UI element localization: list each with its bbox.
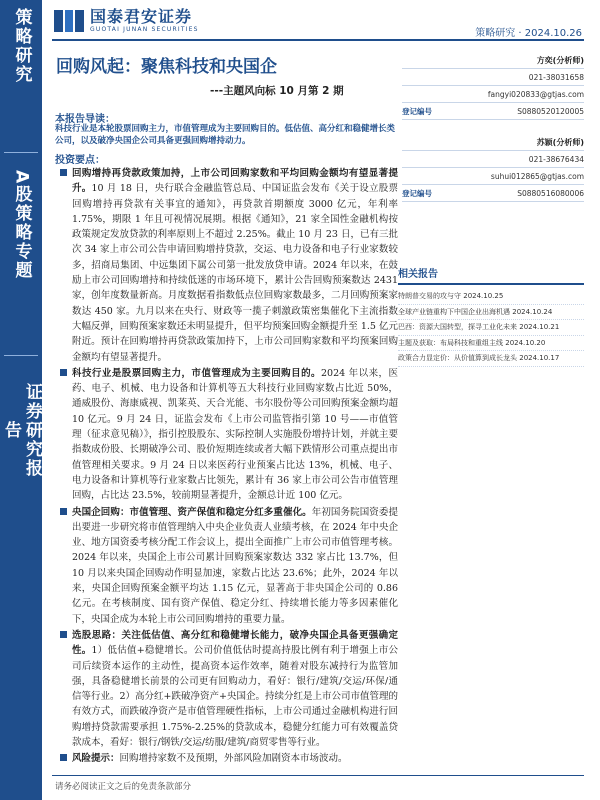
brand-logo <box>54 8 199 33</box>
analyst-card <box>402 52 584 120</box>
bullet-square-icon <box>60 508 67 515</box>
sidebar-label-strategy: 策略研究 <box>11 8 32 84</box>
related-report-title: 主题及获取：布局科技和重组主线 <box>398 338 503 347</box>
registration-number: S0880516080006 <box>517 188 584 198</box>
related-report-date: 2024.10.24 <box>512 307 553 316</box>
risk-paragraph <box>60 751 398 766</box>
logo-icon <box>54 10 84 32</box>
point-text: 1）低估值+稳健增长。公司价值低估时提高持股比例有利于增强上市公司后续资本运作的主动性，提高资本运作效率，随着对股东减持行为监管加强，具备稳健增长前景的公司更有回购动力，看好：银行/建筑/交运/环保/通信等行业。2）高分红+跌破净资产+央国企。持续分红是上市公司市值管理的有效方式，而跌破净资产是市值管理硬性指标，上市公司通过金融机构进行回购增持贷款需要承担 1.75%-2.25%的贷款成本，稳健分红能力可有效覆盖贷款成本，看好：银行/钢铁/交运/纺服/建筑/商贸零售等行业。 <box>72 645 398 748</box>
sidebar-label-topic: A股策略专题 <box>11 169 32 281</box>
analyst-card <box>402 134 584 202</box>
related-report-date: 2024.10.21 <box>519 323 560 331</box>
header-divider <box>52 39 584 41</box>
sidebar <box>0 0 42 800</box>
bullet-square-icon <box>60 754 67 761</box>
point-text: 年初国务院国资委提出要进一步研究将市值管理纳入中央企业负责人业绩考核，在 2024 年中央企业、地方国资委考核分配工作会议上，提出全面推广上市公司市值管理考核。2024 年以来，央国企上市公司累计回购预案家数达 332 家占比 13.7%，但 10 月以来央国企回购动作明显加速，家数占比达 23.6%；此外，2024 年以来，央国企回购预案金额平均达 1.15 亿元，显著高于非央国企公司的 0.86 亿元。在考核制度、国有资产保值、稳定分红、持续增长能力等多因素催化下，央国企成为本轮上市公司回购增持的重要力量。 <box>72 506 398 625</box>
point-kicker: 科技行业是股票回购主力，市值管理成为主要回购目的。 <box>72 367 321 379</box>
page-title: 回购风起：聚焦科技和央国企 <box>56 57 277 77</box>
related-report-title: 特朗普交易的攻与守 <box>398 292 461 300</box>
analyst-email[interactable]: suhui012865@gtjas.com <box>490 171 584 181</box>
disclaimer-note: 请务必阅读正文之后的免责条款部分 <box>55 782 192 792</box>
logo-name-cn: 国泰君安证券 <box>90 7 193 26</box>
analyst-panel <box>402 52 584 216</box>
related-report-item[interactable] <box>398 289 584 305</box>
logo-name-en: GUOTAI JUNAN SECURITIES <box>90 26 199 33</box>
analyst-name: 苏颖(分析师) <box>536 137 584 147</box>
analyst-phone: 021-38676434 <box>528 154 584 164</box>
related-report-item[interactable] <box>398 320 584 336</box>
page-subtitle: ---主题风向标 10 月第 2 期 <box>210 85 344 97</box>
registration-label: 登记编号 <box>402 106 432 116</box>
point-text: 10 月 18 日，央行联合金融监管总局、中国证监会发布《关于设立股票回购增持再贷款有关事宜的通知》，再贷款首期额度 3000 亿元，年利率 1.75%，期限 1 年且可视情况展期。根据《通知》，21 家全国性金融机构按政策规定发放贷款的利率原则上不超过 2.25%。截止 10 月 23 日，已有三批次 34 家上市公司公告申请回购增持贷款，交运、电力设备和电子行业家数较多，招商局集团、中远集团下属公司第一批发放贷申请。2024 年以来，在鼓励上市公司回购增持和持续低迷的市场环境下，累计公告回购预案数达 2431 家，创年度数量新高。月度数据看指数低点位回购家数最多，二月回购预案家数达 450 家。九月以来在央行、财政等一揽子刺激政策密集催化下主流指数大幅反弹，回购预案家数还未明显提升，但平均预案回购金额提升至 1.5 亿元附近。预计在回购增持再贷款政策加持下，上市公司回购家数和平均预案回购金额均有望显著提升。 <box>72 183 398 363</box>
point-kicker: 央国企回购：市值管理、资产保值和稳定分红多重催化。 <box>72 506 312 518</box>
related-report-item[interactable] <box>398 305 584 321</box>
bullet-square-icon <box>60 169 67 176</box>
guide-label: 本报告导读： <box>55 114 115 125</box>
registration-label: 登记编号 <box>402 188 432 198</box>
bullet-square-icon <box>60 369 67 376</box>
guide-text: 科技行业是本轮股票回购主力，市值管理成为主要回购目的。低估值、高分红和稳健增长类公司，以及破净央国企公司具备更强回购增持动力。 <box>55 124 396 146</box>
point-paragraph <box>60 628 398 750</box>
related-report-date: 2024.10.25 <box>463 292 504 300</box>
related-report-item[interactable] <box>398 351 584 367</box>
related-report-title: 巴西：资源大国转型，探寻工业化未来 <box>398 323 517 331</box>
sidebar-divider <box>4 152 38 153</box>
risk-text: 回购增持家数不及预期，外部风险加剧资本市场波动。 <box>119 753 348 765</box>
footer-divider <box>52 775 584 776</box>
report-category-date: 策略研究 · 2024.10.26 <box>475 28 582 39</box>
risk-kicker: 风险提示： <box>72 753 120 765</box>
point-kicker: 选股思路：关注低估值、高分红和稳健增长能力，破净央国企具备更强确定性。 <box>72 629 398 657</box>
related-report-title: 政策合力显定价：从价值算到成长龙头 <box>398 354 517 362</box>
investment-points <box>60 166 398 768</box>
bullet-square-icon <box>60 631 67 638</box>
point-paragraph <box>60 505 398 627</box>
related-report-item[interactable] <box>398 336 584 352</box>
related-report-date: 2024.10.17 <box>519 354 560 362</box>
point-paragraph <box>60 366 398 504</box>
registration-number: S0880520120005 <box>517 106 584 116</box>
analyst-name: 方奕(分析师) <box>536 55 584 65</box>
related-report-title: 全球产业链重构下中国企业出海机遇 <box>398 307 510 316</box>
related-reports <box>398 265 584 367</box>
sidebar-label-report: 证券研究报告 <box>1 382 42 478</box>
analyst-phone: 021-38031658 <box>528 72 584 82</box>
sidebar-divider <box>4 355 38 356</box>
point-kicker: 回购增持再贷款政策加持，上市公司回购家数和平均回购金额均有望显著提升。 <box>72 168 398 195</box>
related-report-date: 2024.10.20 <box>505 338 546 347</box>
analyst-email[interactable]: fangyi020833@gtjas.com <box>487 89 584 99</box>
point-paragraph <box>60 166 398 365</box>
investment-points-label: 投资要点： <box>55 155 105 166</box>
point-text: 2024 年以来，医药、电子、机械、电力设备和计算机等五大科技行业回购家数占比近 50%，通威股份、海康威视、凯莱英、天合光能、韦尔股份等公司回购预案金额均超 10 亿元。9 月 24 日，证监会发布《上市公司监管指引第 10 号——市值管理（征求意见稿）》，指引控股股东、实际控制人实施股份增持计划，并就主要指数成份股、长期破净公司、股价短期连续或者大幅下跌情形公司重点提出市值管理相关要求。9 月 24 日以来医药行业预案占比达 13%，机械、电子、电力设备和计算机等行业家数占比领先，累计有 36 家上市公司公告市值管理回购，占比达 23.5%，较前期显著提升，金额总计近 100 亿元。 <box>72 367 398 502</box>
related-reports-title: 相关报告 <box>398 265 584 285</box>
